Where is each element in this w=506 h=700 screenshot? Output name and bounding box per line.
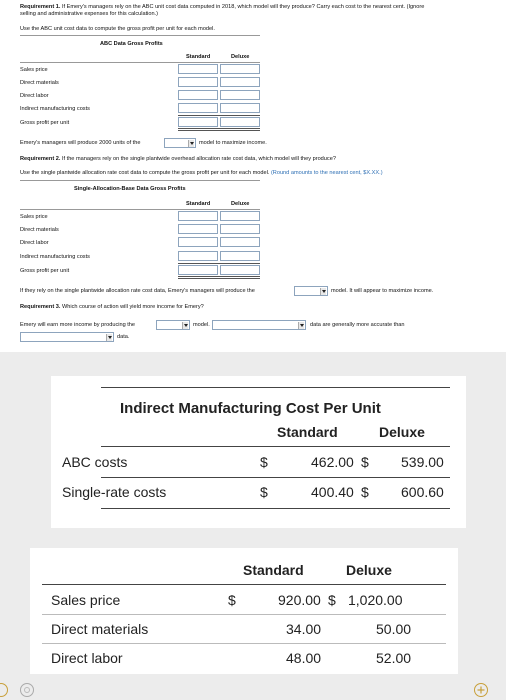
- single-total-double-rule: [178, 276, 260, 279]
- price-header-rule: [42, 584, 446, 585]
- single-row-direct-materials: Direct materials: [20, 227, 59, 233]
- req1-sentence-prefix: Emery's managers will produce 2000 units of the: [20, 140, 141, 146]
- abc-standard-sales-price-input[interactable]: [178, 64, 218, 74]
- abc-standard-direct-materials-input[interactable]: [178, 77, 218, 87]
- abc-row-direct-labor: Direct labor: [20, 93, 49, 99]
- imc-col-deluxe: Deluxe: [379, 424, 425, 440]
- req2-line1: [20, 156, 336, 163]
- single-table-top-rule: [20, 180, 260, 181]
- req3-sentence-prefix: Emery will earn more income by producing the: [20, 322, 136, 328]
- single-subtotal-rule: [178, 263, 260, 264]
- imc-row-abc-standard: 462.00: [311, 454, 354, 470]
- req2-model-dropdown[interactable]: [294, 286, 328, 296]
- abc-row-gross-profit: Gross profit per unit: [20, 120, 70, 126]
- single-deluxe-direct-materials-input[interactable]: [220, 224, 260, 234]
- single-deluxe-indirect-input[interactable]: [220, 251, 260, 261]
- price-row-direct-materials-deluxe: 50.00: [376, 621, 412, 637]
- help-icon-glyph: [21, 684, 33, 696]
- imc-bottom-rule: [101, 508, 450, 509]
- add-icon[interactable]: [474, 683, 488, 697]
- req2-rounding-note: (Round amounts to the nearest cent, $X.XX.): [270, 170, 383, 176]
- req1-model-dropdown[interactable]: [164, 138, 196, 148]
- reference-data-area: [0, 352, 506, 700]
- price-row-sales-price-label: Sales price: [51, 592, 121, 608]
- single-standard-direct-labor-input[interactable]: [178, 237, 218, 247]
- price-row-sales-price-currency-2: $: [328, 592, 336, 608]
- abc-deluxe-gross-profit-input[interactable]: [220, 117, 260, 127]
- imc-col-standard: Standard: [277, 424, 338, 440]
- req3-sentence-middle: model.: [193, 322, 210, 328]
- abc-standard-direct-labor-input[interactable]: [178, 90, 218, 100]
- imc-title: Indirect Manufacturing Cost Per Unit: [120, 400, 381, 417]
- single-standard-gross-profit-input[interactable]: [178, 265, 218, 275]
- imc-row-abc-label: ABC costs: [62, 454, 128, 470]
- plus-icon: [475, 684, 487, 696]
- req3-sentence-end: data.: [117, 334, 130, 340]
- imc-row-rule: [101, 477, 450, 478]
- price-col-deluxe: Deluxe: [346, 562, 392, 578]
- price-cost-panel: [30, 548, 458, 674]
- single-row-sales-price: Sales price: [20, 214, 48, 220]
- req3-sentence-suffix: data are generally more accurate than: [310, 322, 405, 328]
- single-standard-indirect-input[interactable]: [178, 251, 218, 261]
- abc-header-rule: [20, 62, 260, 63]
- req2-instruction: Use the single plantwide allocation rate cost data to compute the gross profit per unit for each model.: [20, 170, 270, 176]
- req1-instruction: Use the ABC unit cost data to compute the gross profit per unit for each model.: [20, 26, 215, 32]
- single-header-rule: [20, 209, 260, 210]
- imc-row-single-deluxe: 600.60: [401, 484, 444, 500]
- req2-sentence-prefix: If they rely on the single plantwide allocation rate cost data, Emery's managers will produce the: [20, 288, 255, 294]
- chevron-down-icon: [298, 322, 304, 329]
- price-row-direct-labor-standard: 48.00: [286, 650, 322, 666]
- req2-sentence-suffix: model. It will appear to maximize income.: [331, 288, 434, 294]
- price-row-direct-materials-standard: 34.00: [286, 621, 322, 637]
- imc-top-rule: [101, 387, 450, 388]
- abc-row-indirect-mfg: Indirect manufacturing costs: [20, 106, 90, 112]
- req2-instruction-line: [20, 170, 383, 177]
- single-deluxe-direct-labor-input[interactable]: [220, 237, 260, 247]
- price-row-sales-price-currency-1: $: [228, 592, 236, 608]
- single-col-deluxe: Deluxe: [231, 201, 250, 207]
- abc-table-title: ABC Data Gross Profits: [100, 41, 163, 47]
- req3-line: [20, 304, 204, 311]
- req3-data-type-dropdown-2[interactable]: [20, 332, 114, 342]
- previous-icon[interactable]: [0, 683, 8, 697]
- abc-deluxe-sales-price-input[interactable]: [220, 64, 260, 74]
- single-row-direct-labor: Direct labor: [20, 240, 49, 246]
- single-row-indirect-mfg: Indirect manufacturing costs: [20, 254, 90, 260]
- price-row-rule-2: [42, 643, 446, 644]
- req3-text: Which course of action will yield more income for Emery?: [61, 304, 204, 310]
- single-deluxe-sales-price-input[interactable]: [220, 211, 260, 221]
- imc-row-single-currency-1: $: [260, 484, 268, 500]
- req1-text: If Emery's managers rely on the ABC unit cost data computed in 2018, which model will they produce? Carry each cost to the nearest cent. (Ignore: [61, 4, 425, 10]
- req2-heading: Requirement 2.: [20, 156, 61, 162]
- req1-sentence-suffix: model to maximize income.: [199, 140, 267, 146]
- chevron-down-icon: [320, 288, 326, 295]
- price-row-sales-price-standard: 920.00: [278, 592, 321, 608]
- imc-row-abc-currency-2: $: [361, 454, 369, 470]
- req3-heading: Requirement 3.: [20, 304, 61, 310]
- abc-col-standard: Standard: [186, 54, 211, 60]
- indirect-cost-panel: [51, 376, 466, 528]
- price-row-direct-labor-label: Direct labor: [51, 650, 123, 666]
- imc-row-single-label: Single-rate costs: [62, 484, 167, 500]
- abc-deluxe-direct-materials-input[interactable]: [220, 77, 260, 87]
- abc-table-top-rule: [20, 35, 260, 36]
- imc-row-abc-currency-1: $: [260, 454, 268, 470]
- req3-data-type-dropdown-1[interactable]: [212, 320, 306, 330]
- imc-row-single-standard: 400.40: [311, 484, 354, 500]
- single-deluxe-gross-profit-input[interactable]: [220, 265, 260, 275]
- chevron-down-icon: [182, 322, 188, 329]
- abc-col-deluxe: Deluxe: [231, 54, 250, 60]
- req1-text-line2: selling and administrative expenses for this calculation.): [20, 11, 159, 17]
- abc-deluxe-direct-labor-input[interactable]: [220, 90, 260, 100]
- price-row-sales-price-deluxe: 1,020.00: [348, 592, 403, 608]
- abc-standard-indirect-input[interactable]: [178, 103, 218, 113]
- help-icon[interactable]: [20, 683, 34, 697]
- chevron-down-icon: [106, 334, 112, 341]
- abc-row-direct-materials: Direct materials: [20, 80, 59, 86]
- abc-subtotal-rule: [178, 115, 260, 116]
- imc-row-abc-deluxe: 539.00: [401, 454, 444, 470]
- single-table-title: Single-Allocation-Base Data Gross Profits: [74, 186, 186, 192]
- single-standard-direct-materials-input[interactable]: [178, 224, 218, 234]
- single-standard-sales-price-input[interactable]: [178, 211, 218, 221]
- single-col-standard: Standard: [186, 201, 211, 207]
- price-col-standard: Standard: [243, 562, 304, 578]
- req1-line1: [20, 4, 424, 11]
- imc-row-single-currency-2: $: [361, 484, 369, 500]
- chevron-down-icon: [188, 140, 194, 147]
- price-row-direct-materials-label: Direct materials: [51, 621, 149, 637]
- single-row-gross-profit: Gross profit per unit: [20, 268, 70, 274]
- abc-standard-gross-profit-input[interactable]: [178, 117, 218, 127]
- price-row-direct-labor-deluxe: 52.00: [376, 650, 412, 666]
- abc-row-sales-price: Sales price: [20, 67, 48, 73]
- req1-heading: Requirement 1.: [20, 4, 61, 10]
- price-row-rule-1: [42, 614, 446, 615]
- abc-deluxe-indirect-input[interactable]: [220, 103, 260, 113]
- abc-total-double-rule: [178, 128, 260, 131]
- req2-text: If the managers rely on the single plantwide overhead allocation rate cost data, which model will they produce?: [61, 156, 336, 162]
- imc-header-rule: [101, 446, 450, 447]
- req3-model-dropdown[interactable]: [156, 320, 190, 330]
